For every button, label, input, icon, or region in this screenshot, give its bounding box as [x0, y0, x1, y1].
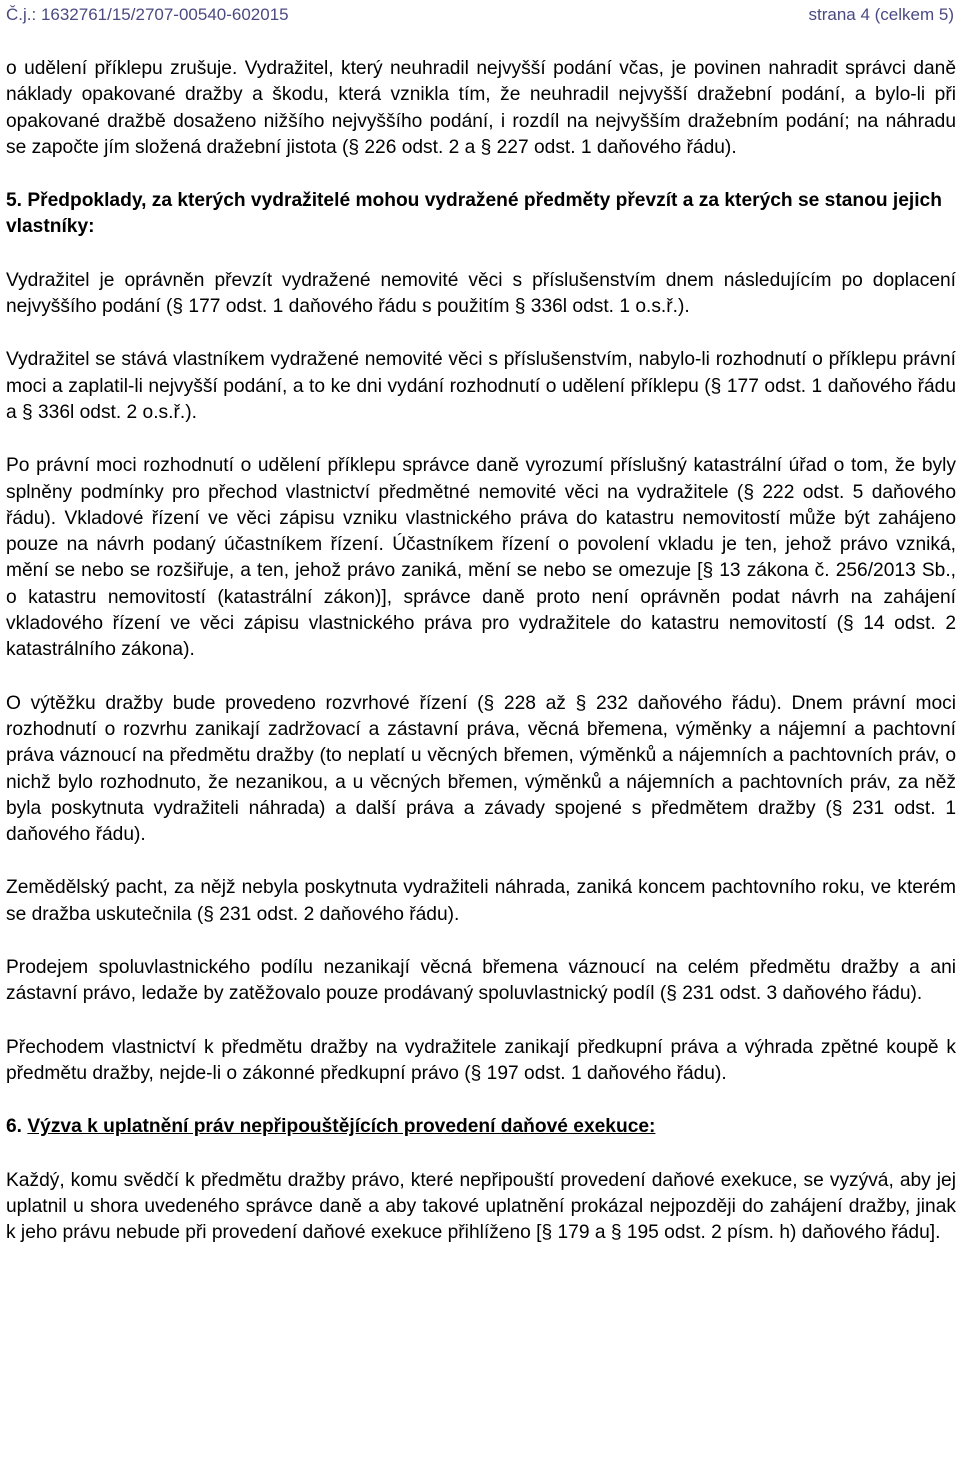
section-heading-6-text: Výzva k uplatnění práv nepřipouštějících provedení daňové exekuce: — [27, 1116, 656, 1138]
paragraph-co-ownership: Prodejem spoluvlastnického podílu nezanikají věcná břemena váznoucí na celém předmětu dražby a ani zástavní právo, ledaže by zatěžovalo pouze prodávaný spoluvlastnický podíl (§ 231 odst. 3 daňového řádu). — [6, 957, 956, 1005]
paragraph-rights-claim: Každý, komu svědčí k předmětu dražby právo, které nepřipouští provedení daňové exekuce, se vyzývá, aby jej uplatnil u shora uvedeného správce daně a aby takové uplatnění prokázal nejpozději do zahájení dražby, jinak k jeho právu nebude při provedení daňové exekuce přihlíženo [§ 179 a § 195 odst. 2 písm. h) daňového řádu]. — [6, 1169, 956, 1244]
paragraph-takeover: Vydražitel je oprávněn převzít vydražené nemovité věci s příslušenstvím dnem následujícím po doplacení nejvyššího podání (§ 177 odst. 1 daňového řádu s použitím § 336l odst. 1 o.s.ř.). — [6, 269, 956, 318]
section-heading-6-number: 6. — [6, 1116, 23, 1138]
paragraph-ownership: Vydražitel se stává vlastníkem vydražené nemovité věci s příslušenstvím, nabylo-li rozhodnutí o příklepu právní moci a zaplatil-li nejvyšší podání, a to ke dni vydání rozhodnutí o udělení příklepu (§ 177 odst. 1 daňového řádu a § 336l odst. 2 o.s.ř.). — [6, 349, 956, 423]
page-number: strana 4 (celkem 5) — [808, 5, 954, 24]
section-heading-6 — [6, 1114, 956, 1140]
paragraph-cadastre: Po právní moci rozhodnutí o udělení příklepu správce daně vyrozumí příslušný katastrální úřad o tom, že byly splněny podmínky pro přechod vlastnictví předmětné nemovité věci na vydražitele (§ 222 odst. 5 daňového řádu). Vkladové řízení ve věci zápisu vzniku vlastnického práva do katastru nemovitostí může být zahájeno pouze na návrh podaný účastníkem řízení. Účastníkem řízení o povolení vkladu je ten, jehož právo vzniká, mění se nebo se rozšiřuje, a ten, jehož právo zaniká, mění se nebo se omezuje [§ 13 zákona č. 256/2013 Sb., o katastru nemovitostí (katastrální zákon)], správce daně proto není oprávněn podat návrh na zahájení vkladového řízení ve věci zápisu vlastnického práva pro vydražitele do katastru nemovitostí (§ 14 odst. 2 katastrálního zákona). — [6, 455, 956, 661]
paragraph-agricultural-lease: Zemědělský pacht, za nějž nebyla poskytnuta vydražiteli náhrada, zaniká koncem pachtovního roku, ve kterém se dražba uskutečnila (§ 231 odst. 2 daňového řádu). — [6, 877, 956, 925]
section-heading-5: 5. Předpoklady, za kterých vydražitelé mohou vydražené předměty převzít a za kterých se stanou jejich vlastníky: — [6, 190, 942, 238]
paragraph-pre-emption: Přechodem vlastnictví k předmětu dražby na vydražitele zanikají předkupní práva a výhrada zpětné koupě k předmětu dražby, nejde-li o zákonné předkupní právo (§ 197 odst. 1 daňového řádu). — [6, 1036, 956, 1084]
reference-number: Č.j.: 1632761/15/2707-00540-602015 — [6, 5, 289, 24]
paragraph-proceeds: O výtěžku dražby bude provedeno rozvrhové řízení (§ 228 až § 232 daňového řádu). Dnem právní moci rozhodnutí o rozvrhu zanikají zadržovací a zástavní práva, věcná břemena, výměnky a nájemní a pachtovní práva váznoucí na předmětu dražby (to neplatí u věcných břemen, výměnků a nájemních a pachtovních práv, o nichž bylo rozhodnuto, že nezanikou, a u věcných břemen, výměnků a nájemních a pachtovních práv, za něž byla poskytnuta vydražiteli náhrada) a další práva a závady spojené s předmětem dražby (§ 231 odst. 1 daňového řádu). — [6, 692, 956, 846]
paragraph-auction-repeat: o udělení příklepu zrušuje. Vydražitel, který neuhradil nejvyšší podání včas, je povinen nahradit správci daně náklady opakované dražby a škodu, která vznikla tím, že neuhradil nejvyšší dražební podání, a bylo-li při opakované dražbě dosaženo nižšího nejvyššího podání, i rozdíl na nejvyšším dražebním podání; na náhradu se započte jím složená dražební jistota (§ 226 odst. 2 a § 227 odst. 1 daňového řádu). — [6, 58, 956, 158]
document-body — [6, 56, 956, 1246]
page-header — [6, 4, 954, 26]
